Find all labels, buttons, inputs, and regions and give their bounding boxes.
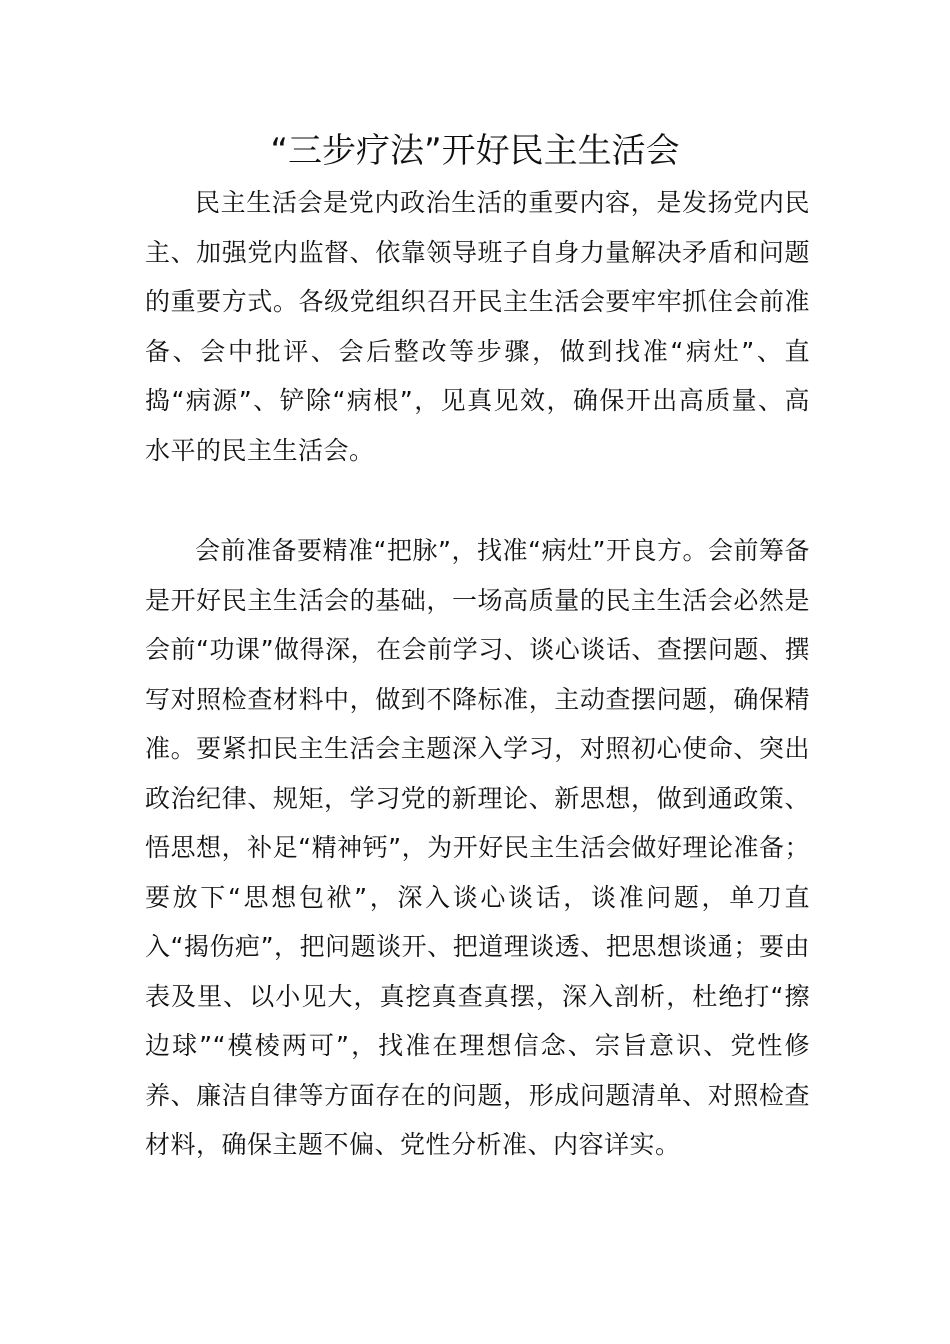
paragraph-pre-meeting-preparation: 会前准备要精准“把脉”，找准“病灶”开良方。会前筹备是开好民主生活会的基础，一场高质量的民主生活会必然是会前“功课”做得深，在会前学习、谈心谈话、查摆问题、撰写对照检查材料中，做到不降标准，主动查摆问题，确保精准。要紧扣民主生活会主题深入学习，对照初心使命、突出政治纪律、规矩，学习党的新理论、新思想，做到通政策、悟思想，补足“精神钙”，为开好民主生活会做好理论准备；要放下“思想包袱”，深入谈心谈话，谈准问题，单刀直入“揭伤疤”，把问题谈开、把道理谈透、把思想谈通；要由表及里、以小见大，真挖真查真摆，深入剖析，杜绝打“擦边球”“模棱两可”，找准在理想信念、宗旨意识、党性修养、廉洁自律等方面存在的问题，形成问题清单、对照检查材料，确保主题不偏、党性分析准、内容详实。 <box>145 536 810 1159</box>
paragraph-intro: 民主生活会是党内政治生活的重要内容，是发扬党内民主、加强党内监督、依靠领导班子自身力量解决矛盾和问题的重要方式。各级党组织召开民主生活会要牢牢抓住会前准备、会中批评、会后整改等步骤，做到找准“病灶”、直捣“病源”、铲除“病根”，见真见效，确保开出高质量、高水平的民主生活会。 <box>145 188 810 465</box>
document-title: “三步疗法”开好民主生活会 <box>270 131 680 171</box>
